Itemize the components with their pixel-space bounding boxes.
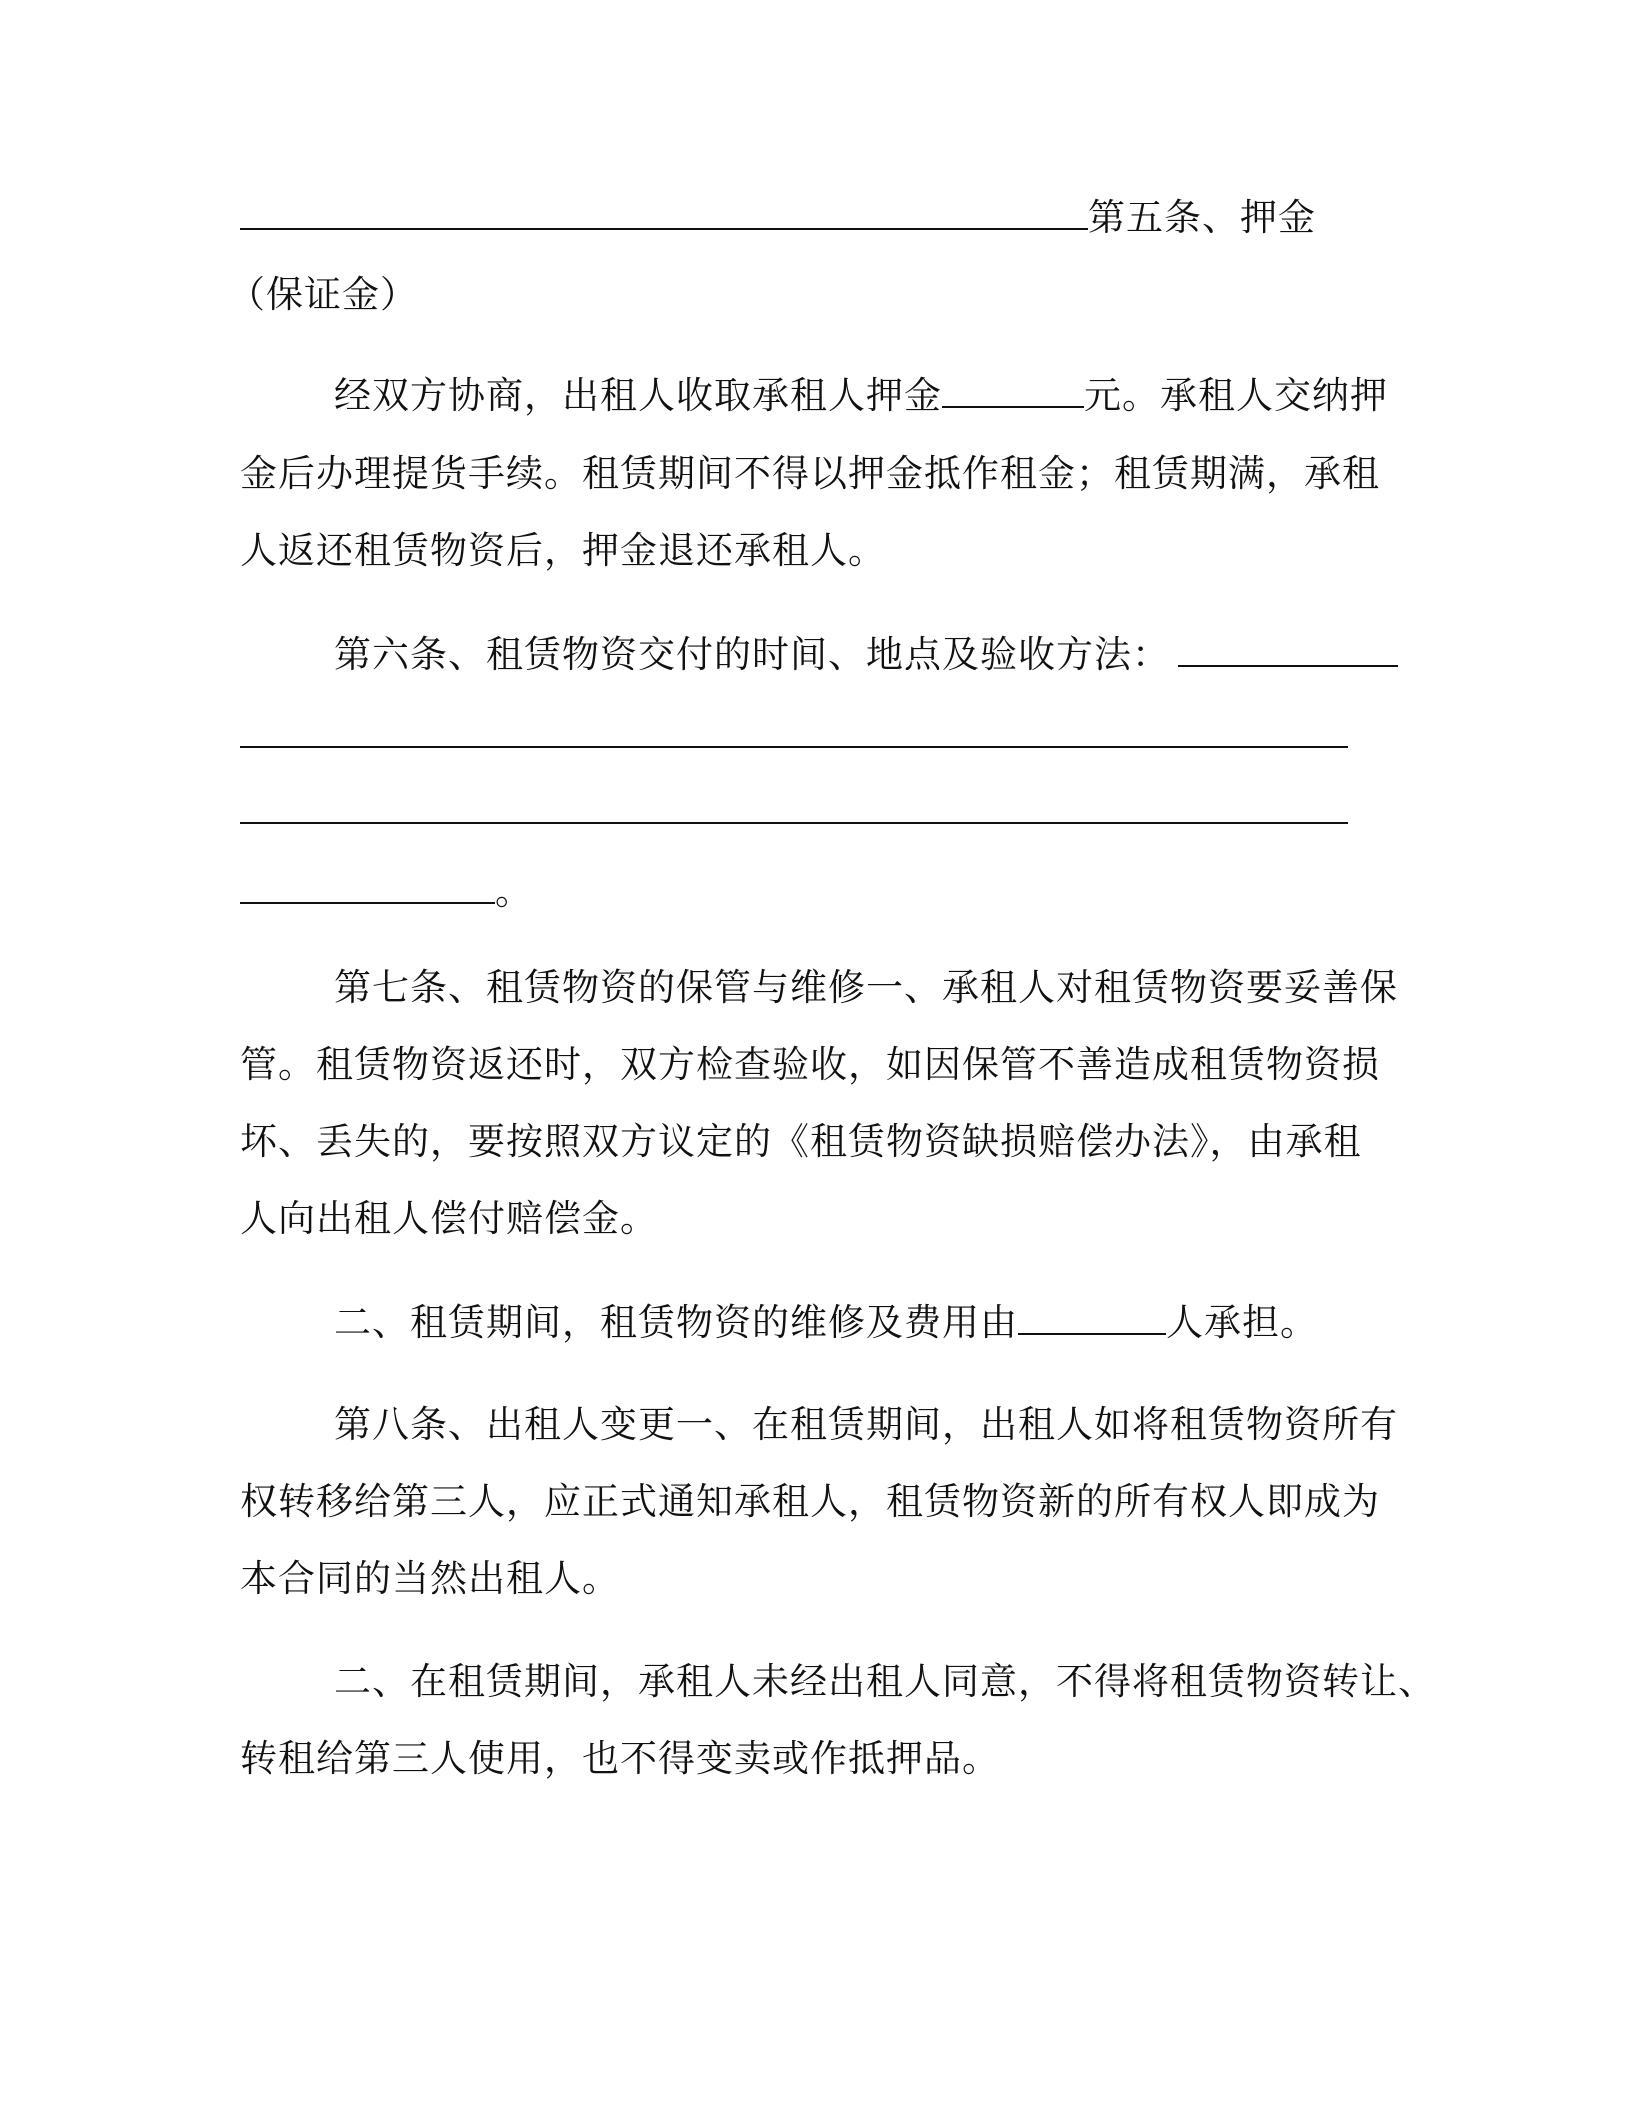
- fill-blank: [240, 190, 1088, 230]
- article5-heading-cont: （保证金）: [228, 273, 418, 316]
- article6-line1: [334, 627, 1398, 683]
- article6-last-line: [240, 864, 533, 920]
- text-segment: 人承担。: [1166, 1301, 1318, 1344]
- deposit-amount-blank: [942, 368, 1084, 408]
- text-segment: 经双方协商，出租人收取承租人押金: [334, 374, 942, 417]
- article6-heading: 第六条、租赁物资交付的时间、地点及验收方法：: [334, 633, 1170, 676]
- fill-rule: [240, 746, 1348, 748]
- text-segment: 元。承租人交纳押: [1084, 374, 1388, 417]
- article5-heading-line: [240, 190, 1316, 246]
- article7-item2: [334, 1295, 1318, 1351]
- article7-line2: 管。租赁物资返还时，双方检查验收，如因保管不善造成租赁物资损: [240, 1043, 1380, 1086]
- fill-rule: [240, 822, 1348, 824]
- period-mark: 。: [495, 870, 533, 913]
- fill-blank: [240, 864, 495, 904]
- article8-item2-line1: 二、在租赁期间，承租人未经出租人同意，不得将租赁物资转让、: [334, 1660, 1436, 1703]
- responsible-party-blank: [1018, 1295, 1166, 1335]
- article8-line1: 第八条、出租人变更一、在租赁期间，出租人如将租赁物资所有: [334, 1403, 1398, 1446]
- article7-line4: 人向出租人偿付赔偿金。: [240, 1197, 658, 1240]
- article5-para-line2: 金后办理提货手续。租赁期间不得以押金抵作租金；租赁期满，承租: [240, 452, 1380, 495]
- article8-line3: 本合同的当然出租人。: [240, 1557, 620, 1600]
- article8-item2-line2: 转租给第三人使用，也不得变卖或作抵押品。: [240, 1737, 1000, 1780]
- article7-line3: 坏、丢失的，要按照双方议定的《租赁物资缺损赔偿办法》，由承租: [240, 1120, 1362, 1163]
- fill-blank: [1178, 627, 1398, 667]
- article5-para-line1: [334, 368, 1388, 424]
- article7-line1: 第七条、租赁物资的保管与维修一、承租人对租赁物资要妥善保: [334, 966, 1398, 1009]
- article5-para-line3: 人返还租赁物资后，押金退还承租人。: [240, 529, 886, 572]
- text-segment: 二、租赁期间，租赁物资的维修及费用由: [334, 1301, 1018, 1344]
- article5-heading: 第五条、押金: [1088, 196, 1316, 239]
- article8-line2: 权转移给第三人，应正式通知承租人，租赁物资新的所有权人即成为: [240, 1480, 1380, 1523]
